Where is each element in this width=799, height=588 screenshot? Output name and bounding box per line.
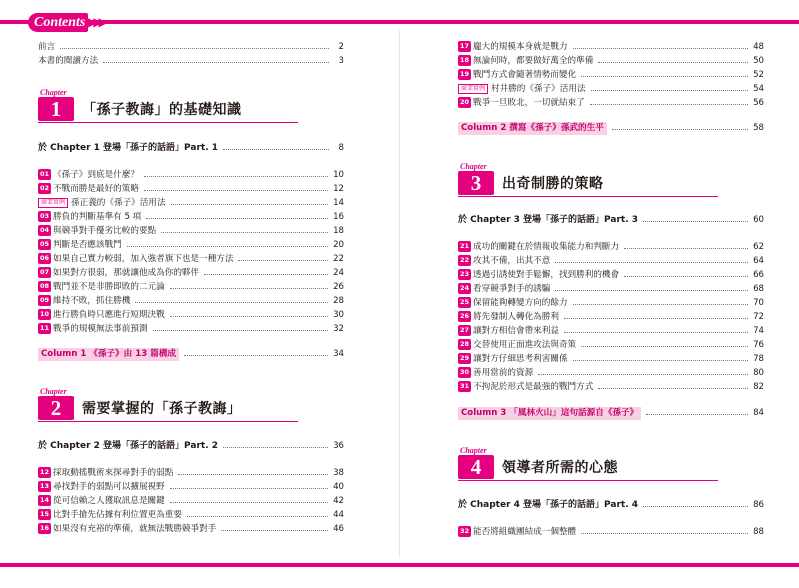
page-number: 2 <box>338 42 344 52</box>
column-entry[interactable]: Column 1 《孫子》由 13 篇構成 34 <box>38 347 344 361</box>
toc-item[interactable]: 28 交替使用正面進攻法與奇策 76 <box>459 340 764 350</box>
item-number: 31 <box>459 382 470 390</box>
toc-item[interactable]: 20 戰爭一旦敗北，一切就結束了 56 <box>459 98 764 108</box>
chapter-rule <box>38 122 298 123</box>
section-entry[interactable]: 於 Chapter 1 登場「孫子的話語」Part. 1 8 <box>38 143 344 153</box>
item-number: 29 <box>459 354 470 362</box>
toc-item[interactable]: 08 戰鬥並不是非勝即敗的二元論 26 <box>39 282 344 292</box>
toc-item[interactable]: 01 《孫子》到底是什麼？ 10 <box>39 170 344 180</box>
business-case-badge: 商業實例 <box>458 84 488 94</box>
item-number: 30 <box>459 368 470 376</box>
item-number: 01 <box>39 170 50 178</box>
item-number: 28 <box>459 340 470 348</box>
page-number: 3 <box>338 56 344 66</box>
item-number: 04 <box>39 226 50 234</box>
chapter-number-badge: 4 <box>458 455 494 479</box>
toc-item[interactable]: 23 透過引誘使對手鬆懈，找到勝利的機會 66 <box>459 270 764 280</box>
item-number: 14 <box>39 496 50 504</box>
item-number: 11 <box>39 324 50 332</box>
toc-item[interactable]: 07 如果對方很弱，那就讓他成為你的夥伴 24 <box>39 268 344 278</box>
leader-dots <box>643 506 748 507</box>
leader-dots <box>643 221 748 222</box>
item-number: 18 <box>459 56 470 64</box>
page-number: 86 <box>753 500 764 510</box>
item-number: 10 <box>39 310 50 318</box>
leader-dots <box>103 62 329 63</box>
chapter-2-heading[interactable] <box>38 387 344 421</box>
item-number: 06 <box>39 254 50 262</box>
leader-dots <box>60 48 329 49</box>
toc-item[interactable]: 19 戰鬥方式會隨著情勢而變化 52 <box>459 70 764 80</box>
item-number: 08 <box>39 282 50 290</box>
toc-item[interactable]: 09 維持不敗，抓住勝機 28 <box>39 296 344 306</box>
item-number: 32 <box>459 527 470 535</box>
toc-item[interactable]: 14 從可信賴之人獲取訊息是關鍵 42 <box>39 496 344 506</box>
item-number: 25 <box>459 298 470 306</box>
chapter-3-heading[interactable] <box>458 162 764 196</box>
item-number: 17 <box>459 42 470 50</box>
chapter-4-heading[interactable] <box>458 446 764 480</box>
top-rule <box>0 20 799 24</box>
section-entry[interactable]: 於 Chapter 3 登場「孫子的話語」Part. 3 60 <box>458 215 764 225</box>
arrows-icon: ▶▶▶ <box>88 15 104 29</box>
toc-item[interactable]: 17 龐大的規模本身就是戰力 48 <box>459 42 764 52</box>
toc-item[interactable]: 12 採取動搖戰術來探尋對手的弱點 38 <box>39 468 344 478</box>
page-number: 34 <box>333 349 344 359</box>
chapter-title: 出奇制勝的策略 <box>502 176 604 192</box>
toc-item[interactable]: 11 戰爭的規模無法事前預測 32 <box>39 324 344 334</box>
chapter-tag: Chapter <box>460 446 487 455</box>
leader-dots <box>184 355 328 356</box>
page-number: 60 <box>753 215 764 225</box>
item-number: 16 <box>39 524 50 532</box>
toc-item[interactable]: 26 將先發制人轉化為勝利 72 <box>459 312 764 322</box>
toc-entry-preface[interactable]: 前言 2 <box>38 42 344 52</box>
section-entry[interactable]: 於 Chapter 2 登場「孫子的話語」Part. 2 36 <box>38 441 344 451</box>
bottom-rule <box>0 563 799 567</box>
toc-item[interactable]: 05 判斷是否應該戰鬥 20 <box>39 240 344 250</box>
item-number: 27 <box>459 326 470 334</box>
toc-item[interactable]: 04 與競爭對手優劣比較的要點 18 <box>39 226 344 236</box>
chapter-tag: Chapter <box>40 387 67 396</box>
leader-dots <box>223 447 328 448</box>
chapter-number-badge: 2 <box>38 396 74 420</box>
page-number: 36 <box>333 441 344 451</box>
toc-item[interactable]: 06 如果自己實力較弱，加入強者旗下也是一種方法 22 <box>39 254 344 264</box>
chapter-1-heading[interactable] <box>38 88 344 122</box>
item-number: 22 <box>459 256 470 264</box>
toc-item[interactable]: 32 能否將組織團結成一個整體 88 <box>459 527 764 537</box>
toc-item[interactable]: 03 勝負的判斷基準有 5 項 16 <box>39 212 344 222</box>
item-number: 05 <box>39 240 50 248</box>
toc-item[interactable]: 29 讓對方仔細思考利害關係 78 <box>459 354 764 364</box>
toc-item[interactable]: 22 攻其不備，出其不意 64 <box>459 256 764 266</box>
column-entry[interactable]: Column 2 撰寫《孫子》孫武的生平 58 <box>458 121 764 135</box>
item-number: 23 <box>459 270 470 278</box>
item-number: 15 <box>39 510 50 518</box>
toc-item-business-case[interactable]: 商業實例 村井勝的《孫子》活用法 54 <box>458 82 764 96</box>
leader-dots <box>646 414 748 415</box>
toc-item[interactable]: 10 進行勝負時只應進行短期決戰 30 <box>39 310 344 320</box>
item-number: 20 <box>459 98 470 106</box>
page-number: 8 <box>338 143 344 153</box>
item-number: 24 <box>459 284 470 292</box>
chapter-title: 「孫子教誨」的基礎知識 <box>82 102 242 118</box>
chapter-tag: Chapter <box>40 88 67 97</box>
toc-item[interactable]: 13 尋找對手的弱點可以擴展視野 40 <box>39 482 344 492</box>
chapter-title: 需要掌握的「孫子教誨」 <box>82 401 242 417</box>
item-number: 19 <box>459 70 470 78</box>
chapter-title: 領導者所需的心態 <box>502 460 618 476</box>
leader-dots <box>612 129 748 130</box>
contents-title: Contents <box>34 15 86 30</box>
item-number: 03 <box>39 212 50 220</box>
toc-item[interactable]: 25 保留能夠轉變方向的餘力 70 <box>459 298 764 308</box>
page-number: 84 <box>753 408 764 418</box>
item-number: 02 <box>39 184 50 192</box>
item-number: 12 <box>39 468 50 476</box>
toc-item[interactable]: 02 不戰而勝是最好的策略 12 <box>39 184 344 194</box>
item-number: 09 <box>39 296 50 304</box>
toc-item[interactable]: 15 比對手搶先佔據有利位置更為重要 44 <box>39 510 344 520</box>
section-entry[interactable]: 於 Chapter 4 登場「孫子的話語」Part. 4 86 <box>458 500 764 510</box>
page-number: 58 <box>753 123 764 133</box>
leader-dots <box>223 149 329 150</box>
toc-item[interactable]: 31 不拘泥於形式是最強的戰鬥方式 82 <box>459 382 764 392</box>
item-number: 07 <box>39 268 50 276</box>
chapter-rule <box>38 421 298 422</box>
item-number: 26 <box>459 312 470 320</box>
chapter-rule <box>458 480 718 481</box>
chapter-tag: Chapter <box>460 162 487 171</box>
toc-item[interactable]: 24 看穿競爭對手的誘騙 68 <box>459 284 764 294</box>
toc-item[interactable]: 18 無論何時，都要做好萬全的準備 50 <box>459 56 764 66</box>
item-number: 13 <box>39 482 50 490</box>
chapter-rule <box>458 196 718 197</box>
business-case-badge: 商業實例 <box>38 198 68 208</box>
page-spine <box>399 30 400 558</box>
toc-entry-how-to-read[interactable]: 本書的閱讀方法 3 <box>38 56 344 66</box>
item-number: 21 <box>459 242 470 250</box>
toc-item[interactable]: 16 如果沒有充裕的準備，就無法戰勝競爭對手 46 <box>39 524 344 534</box>
toc-item[interactable]: 27 讓對方相信會帶來利益 74 <box>459 326 764 336</box>
toc-item-business-case[interactable]: 商業實例 孫正義的《孫子》活用法 14 <box>38 196 344 210</box>
column-entry[interactable]: Column 3 「風林火山」這句話源自《孫子》 84 <box>458 406 764 420</box>
chapter-number-badge: 1 <box>38 97 74 121</box>
toc-item[interactable]: 21 成功的關鍵在於情報收集能力和判斷力 62 <box>459 242 764 252</box>
toc-item[interactable]: 30 善用當前的資源 80 <box>459 368 764 378</box>
chapter-number-badge: 3 <box>458 171 494 195</box>
